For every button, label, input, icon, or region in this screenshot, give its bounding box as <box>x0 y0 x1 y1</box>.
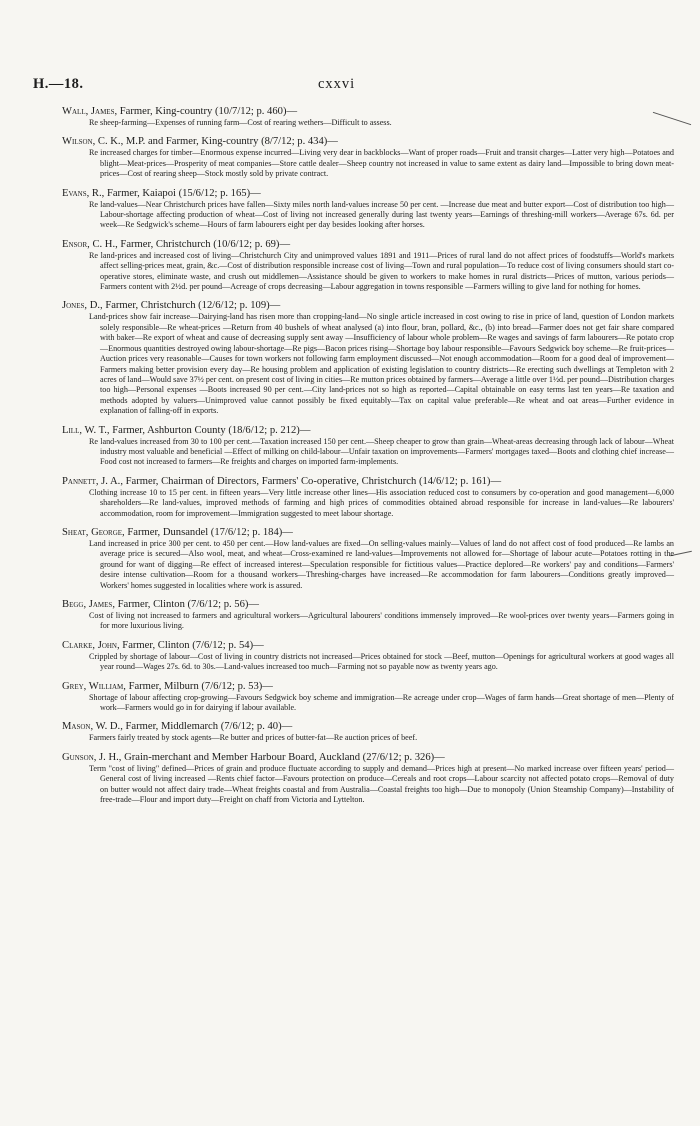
entry-heading <box>62 105 674 118</box>
entry-heading <box>62 598 674 611</box>
witness-name: Wilson, C. K., <box>62 136 124 148</box>
witness-details: Farmer, Ashburton County (18/6/12; p. 212)— <box>112 424 311 436</box>
witness-details: Farmer, King-country (10/7/12; p. 460)— <box>119 106 298 117</box>
witness-name: Clarke, John, <box>62 639 120 651</box>
witness-name: Mason, W. D., <box>62 721 123 733</box>
entry-heading <box>62 424 674 437</box>
entry-heading <box>62 135 674 148</box>
witness-name: Begg, James, <box>62 599 115 610</box>
entry-heading <box>62 475 674 488</box>
entry-heading <box>62 751 674 764</box>
witness-entry <box>62 526 674 591</box>
page-header <box>0 76 700 100</box>
witness-name: Wall, James, <box>62 106 118 117</box>
witness-entry <box>62 751 674 806</box>
witness-details: Farmer, Clinton (7/6/12; p. 54)— <box>122 639 264 651</box>
witness-name: Jones, D., <box>62 300 103 312</box>
entry-summary: Cost of living not increased to farmers and agricultural workers—Agricultural labourers' conditions immensely improved—Re wool-prices over twenty years—Farmers going in for more luxurious living. <box>89 611 674 631</box>
witness-name: Lill, W. T., <box>62 424 110 436</box>
witness-name: Sheat, George, <box>62 526 125 538</box>
entry-summary: Re sheep-farming—Expenses of running farm—Cost of rearing wethers—Difficult to assess. <box>89 118 392 127</box>
witness-entry <box>62 720 674 743</box>
page-number: cxxvi <box>318 76 356 92</box>
entry-summary: Re land-prices and increased cost of living—Christchurch City and unimproved values 1891 and 1911—Prices of rural land do not affect prices of foodstuffs—World's markets affect selling-prices meat, grain, &c.—Cost of distribution responsible increase cost of living—Town and rural population—To reduce cost of living consumers should start co-operative stores, eliminate waste, and crush out middlemen—Assistance should be given to workers to make homes in rural districts—Prices of mutton, various periods—Farmers content with 2½d. per pound—Acreage of crops decreasing—Labour aggregation in towns responsible —Farmers willing to give land for nothing for homes. <box>89 250 674 292</box>
witness-details: Farmer, Christchurch (12/6/12; p. 109)— <box>105 300 281 312</box>
entry-summary: Farmers fairly treated by stock agents—Re butter and prices of butter-fat—Re auction prices of beef. <box>89 733 418 743</box>
entry-heading <box>62 639 674 652</box>
witness-name: Grey, William, <box>62 680 126 692</box>
witness-entry <box>62 135 674 179</box>
entry-summary: Clothing increase 10 to 15 per cent. in fifteen years—Very little increase other lines—His association reduced cost to consumers by co-operation and good management—6,000 shareholders—Re land-values, improved methods of farming and high prices of commodities obtained abroad responsible for increase in land-values—Re labourers' accommodation, room for improvement—Immigration suggested to meet labour shortage. <box>89 487 674 518</box>
witness-name: Evans, R., <box>62 187 105 199</box>
witness-entry <box>62 187 674 231</box>
witness-name: Pannett, J. A., <box>62 475 123 487</box>
entry-summary: Land-prices show fair increase—Dairying-land has risen more than cropping-land—No single article increased in cost owing to rise in price of land, question of London markets solely responsible—Re wheat-prices —Return from 40 bushels of wheat analysed (a) into flour, bran, pollard, &c., (b) into bread—Farmer does not get fair share compared with baker—Re export of wheat and cause of decreasing supply sent away —Insufficiency of labour whole problem—Re wages and savings of farm labourers—Re potato crop—Enormous quantities destroyed owing labour-shortage—Re pigs—Bacon prices rising—Shortage boy labour responsible—Favours Sedgwick boy scheme—Re fruit-prices—Auction prices very reasonable—Causes for town workers not following farm employment discussed—Not enough accommodation—Room for a good deal of improvement—Farmers making better provision every day—Re housing problem and application of existing legislation to country districts—Re erecting such dwellings at Templeton with 2 acres of land—Would save 37½ per cent. on present cost of living in cities—Re mutton prices obtained by farmers—Average a little over 1½d. per pound—Distribution charges too high—Personal expenses —Boots increased 90 per cent.—City land-prices not so high as reported—Capital obtainable on easy terms last ten years—Re taxation and methods adopted by valuers—Unimproved value cannot possibly be fixed equitably—Tax on capital value preferable—Re wheat and oat areas—Further evidence in explanation of falling-off in exports. <box>89 312 674 416</box>
witness-name: Gunson, J. H., <box>62 751 122 763</box>
witness-entry <box>62 475 674 519</box>
witness-details: Farmer, Christchurch (10/6/12; p. 69)— <box>120 238 291 250</box>
entry-heading <box>62 238 674 251</box>
entry-heading <box>62 680 674 693</box>
entry-summary: Re increased charges for timber—Enormous expense incurred—Living very dear in backblocks—Want of proper roads—Fruit and transit charges—Latter very high—Potatoes and blight—Meat-prices—Prosperity of meat companies—Store cattle dealer—Sheep country not increased in value to same extent as dairy land—Impossible to bring down meat-prices—Cost of rearing sheep—Stock mostly sold by private contract. <box>89 148 674 179</box>
entry-heading <box>62 526 674 539</box>
entry-summary: Shortage of labour affecting crop-growing—Favours Sedgwick boy scheme and immigration—Re acreage under crop—Wages of farm hands—Great shortage of men—Plenty of work—Farmers would go in for dairying if labour available. <box>89 692 674 713</box>
witness-entry <box>62 424 674 468</box>
witness-details: M.P. and Farmer, King-country (8/7/12; p. 434)— <box>125 136 338 148</box>
entry-summary: Term "cost of living" defined—Prices of grain and produce fluctuate according to supply and demand—Prices high at present—No marked increase over fifteen years' period—General cost of living increased —Rents chief factor—Favours protection on produce—Cereals and root crops—Labour scarcity not affected potato crops—Removal of duty on butter would not affect dairy trade—Wheat freights coastal and from Australia—Coastal freights too high—Due to monopoly (Union Steamship Company)—Instability of free-trade—Flour and import duty—Freight on chaff from Victoria and Lyttelton. <box>89 763 674 805</box>
witness-details: Grain-merchant and Member Harbour Board, Auckland (27/6/12; p. 326)— <box>124 751 445 763</box>
witness-details: Farmer, Kaiapoi (15/6/12; p. 165)— <box>106 187 261 199</box>
witness-details: Farmer, Clinton (7/6/12; p. 56)— <box>117 599 260 610</box>
witness-entry <box>62 105 674 128</box>
entry-summary: Crippled by shortage of labour—Cost of living in country districts not increased—Prices obtained for stock —Beef, mutton—Openings for agricultural workers at good wages all year round—Wages 27s. 6d. to 30s.—Land-values increased too much—Farming not so payable now as twenty years ago. <box>89 651 674 672</box>
entry-summary: Re land-values—Near Christchurch prices have fallen—Sixty miles north land-values increase 50 per cent. —Increase due meat and butter export—Cost of distribution too high—Labour-shortage affecting production of wheat—Cost of living not increased generally during last twenty years—Earnings of threshing-mill workers—Average 67s. 6d. per week—Re Sedgwick's scheme—Hours of farm labourers eight per day besides looking after horses. <box>89 199 674 230</box>
witness-entry <box>62 238 674 293</box>
page-reference: H.—18. <box>33 76 84 92</box>
entry-heading <box>62 299 674 312</box>
witness-details: Farmer, Milburn (7/6/12; p. 53)— <box>128 680 273 692</box>
witness-details: Farmer, Middlemarch (7/6/12; p. 40)— <box>125 721 293 733</box>
entry-summary: Re land-values increased from 30 to 100 per cent.—Taxation increased 150 per cent.—Sheep cheaper to grow than grain—Wheat-areas decreasing through lack of labour—Wheat industry most valuable and beneficial —Effect of milking on child-labour—Unfair taxation on improvements—Farmers' mortgages taxed—Boots and clothing chief increase—Food cost not increased to farmers—Re freights and charges on imported farm-implements. <box>89 436 674 467</box>
entry-summary: Land increased in price 300 per cent. to 450 per cent.—How land-values are fixed—On selling-values mainly—Values of land do not affect cost of food produced—Re lambs an average price is secured—Also wool, meat, and wheat—Cross-examined re land-values—Improvements not allowed for—Shortage of labour acute—Potatoes rotting in the ground for want of digging—Re effect of increased interest—Speculation responsible for fictitious values—Practice deplored—Re workers' pay and conditions—Farmers' desire intense cultivation—Room for a thousand workers—Threshing-charges have increased—Re accommodation for farm labourers—Conditions greatly improved—Workers' homes suggested in localities where work is assured. <box>89 538 674 590</box>
witness-entry <box>62 680 674 714</box>
witness-index-list <box>62 105 674 812</box>
witness-name: Ensor, C. H., <box>62 238 118 250</box>
witness-details: Farmer, Chairman of Directors, Farmers' Co-operative, Christchurch (14/6/12; p. 161)— <box>125 475 502 487</box>
witness-entry <box>62 639 674 673</box>
entry-heading <box>62 187 674 200</box>
witness-entry <box>62 299 674 416</box>
entry-heading <box>62 720 674 733</box>
witness-entry <box>62 598 674 632</box>
witness-details: Farmer, Dunsandel (17/6/12; p. 184)— <box>127 526 293 538</box>
